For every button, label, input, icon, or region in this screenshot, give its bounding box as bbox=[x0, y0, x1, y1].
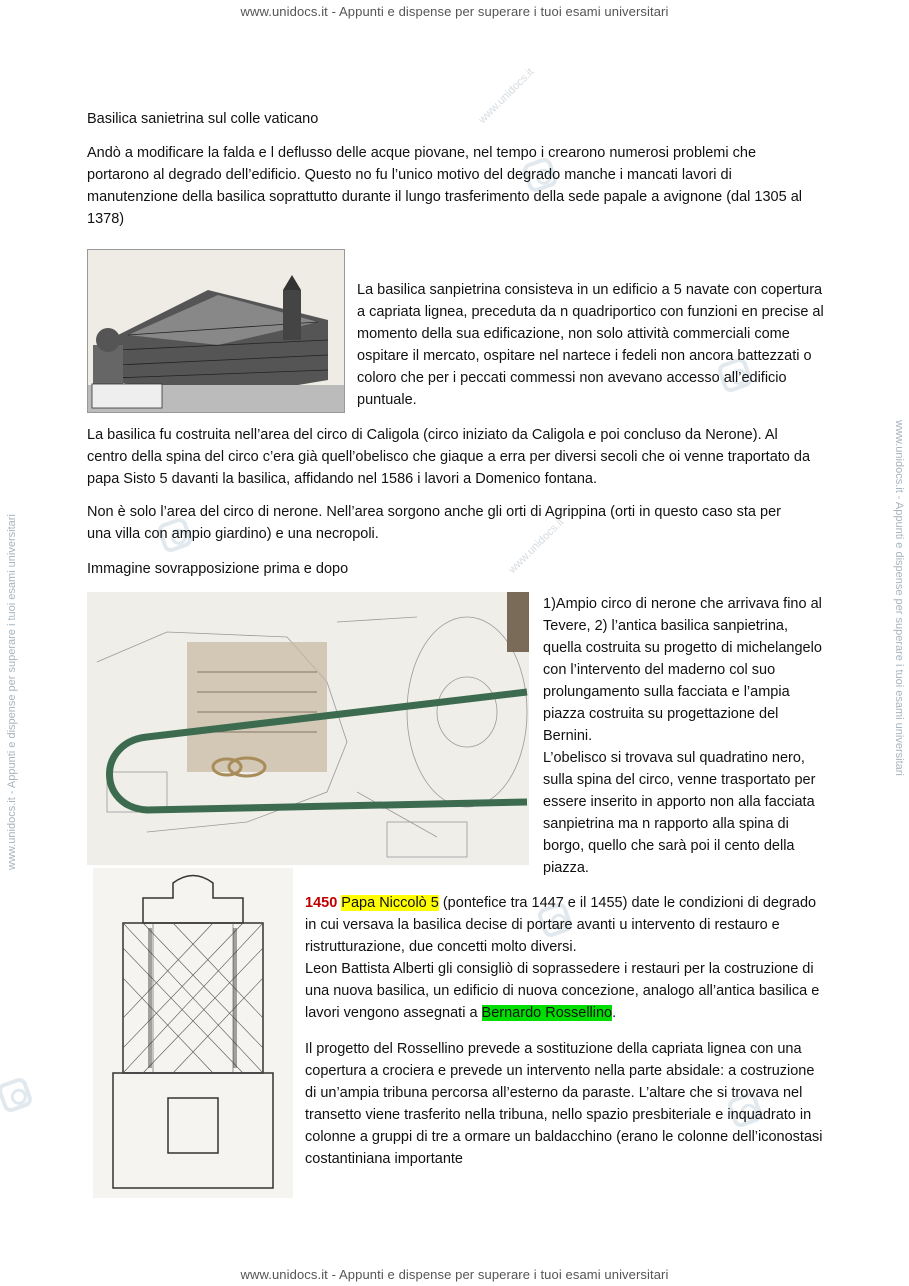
circus-overlay-plan-image bbox=[87, 592, 529, 865]
watermark-top: www.unidocs.it - Appunti e dispense per superare i tuoi esami universitari bbox=[240, 4, 669, 19]
watermark-bottom: www.unidocs.it - Appunti e dispense per superare i tuoi esami universitari bbox=[240, 1267, 669, 1282]
watermark-right: www.unidocs.it - Appunti e dispense per superare i tuoi esami universitari bbox=[893, 420, 905, 776]
paragraph bbox=[543, 593, 828, 879]
paragraph-part: . bbox=[612, 1005, 617, 1021]
watermark-diagonal: www.unidocs.it bbox=[476, 66, 537, 126]
year-label: 1450 bbox=[305, 895, 338, 911]
paragraph-part: (pontefice tra 1447 e il 1455) date le condizioni di degrado in cui versava la basilica decise di portare avanti u intervento di restauro e ristrutturazione, due concetti molto diversi. bbox=[305, 895, 817, 955]
watermark-diagonal: www.unidocs.it bbox=[506, 516, 567, 576]
paragraph: Non è solo l’area del circo di nerone. Nell’area sorgono anche gli orti di Agrippina (orti in questo caso sta per una villa con ampio giardino) e una necropoli. bbox=[87, 504, 781, 542]
highlighted-name: Bernardo Rossellino bbox=[481, 1005, 613, 1021]
highlighted-name: Papa Niccolò 5 bbox=[341, 895, 439, 911]
paragraph-part: L’obelisco si trovava sul quadratino nero, sulla spina del circo, venne trasportato per essere inserito in apporto non alla facciata sanpietrina ma n rapporto alla spina di borgo, quello che sarà poi il cento della piazza. bbox=[543, 750, 816, 876]
basilica-floor-plan-image bbox=[93, 868, 293, 1198]
paragraph: La basilica fu costruita nell’area del circo di Caligola (circo iniziato da Caligola e poi concluso da Nerone). Al centro della spina del circo c’era già quell’obelisco che giaque a erra per diversi secoli che oi venne traportato da papa Sisto 5 davanti la basilica, affidando nel 1586 i lavori a Domenico fontana. bbox=[87, 427, 811, 487]
paragraph-part: 1)Ampio circo di nerone che arrivava fino al Tevere, 2) l’antica basilica sanpietrina, quella costruita su progetto di michelangelo con l’intervento del maderno col suo prolungamento sulla facciata e l’ampia piazza costruita su progettazione del Bernini. bbox=[543, 596, 822, 744]
paragraph: Andò a modificare la falda e l deflusso delle acque piovane, nel tempo i crearono numerosi problemi che portarono al degrado dell’edificio. Questo no fu l’unico motivo del degrado manche i mancati lavori di manutenzione della basilica soprattutto durante il lungo trasferimento della sede papale a avignone (dal 1305 al 1378) bbox=[87, 145, 803, 227]
paragraph bbox=[305, 892, 825, 1024]
page-heading: Basilica sanietrina sul colle vaticano bbox=[87, 111, 319, 127]
paragraph: La basilica sanpietrina consisteva in un edificio a 5 navate con copertura a capriata lignea, preceduta da n quadriportico con funzioni en precise al momento della sua edificazione, non solo attività commerciali come ospitare il mercato, ospitare nel nartece i fedeli non ancora battezzati o coloro che per i peccati commessi non avevano accesso all’edificio puntuale. bbox=[357, 282, 824, 408]
watermark-left: www.unidocs.it - Appunti e dispense per superare i tuoi esami universitari bbox=[6, 514, 18, 870]
paragraph-part: Leon Battista Alberti gli consigliò di soprassedere i restauri per la costruzione di una nuova basilica, un edificio di nuova concezione, analogo all’antica basilica e lavori vengono assegnati a bbox=[305, 961, 820, 1021]
caption: Immagine sovrapposizione prima e dopo bbox=[87, 561, 349, 577]
paragraph: Il progetto del Rossellino prevede a sostituzione della capriata lignea con una copertura a crociera e prevede un intervento nella parte absidale: a costruzione di un’ampia tribuna percorsa all’esterno da paraste. L’altare che si trovava nel transetto viene trasferito nella tribuna, nello spazio presbiteriale e inquadrato in colonne a gruppi di tre a ormare un baldacchino (erano le colonne dell’iconostasi costantiniana importante bbox=[305, 1041, 823, 1167]
watermark-logo-icon bbox=[0, 1076, 34, 1114]
basilica-engraving-image bbox=[87, 249, 345, 413]
